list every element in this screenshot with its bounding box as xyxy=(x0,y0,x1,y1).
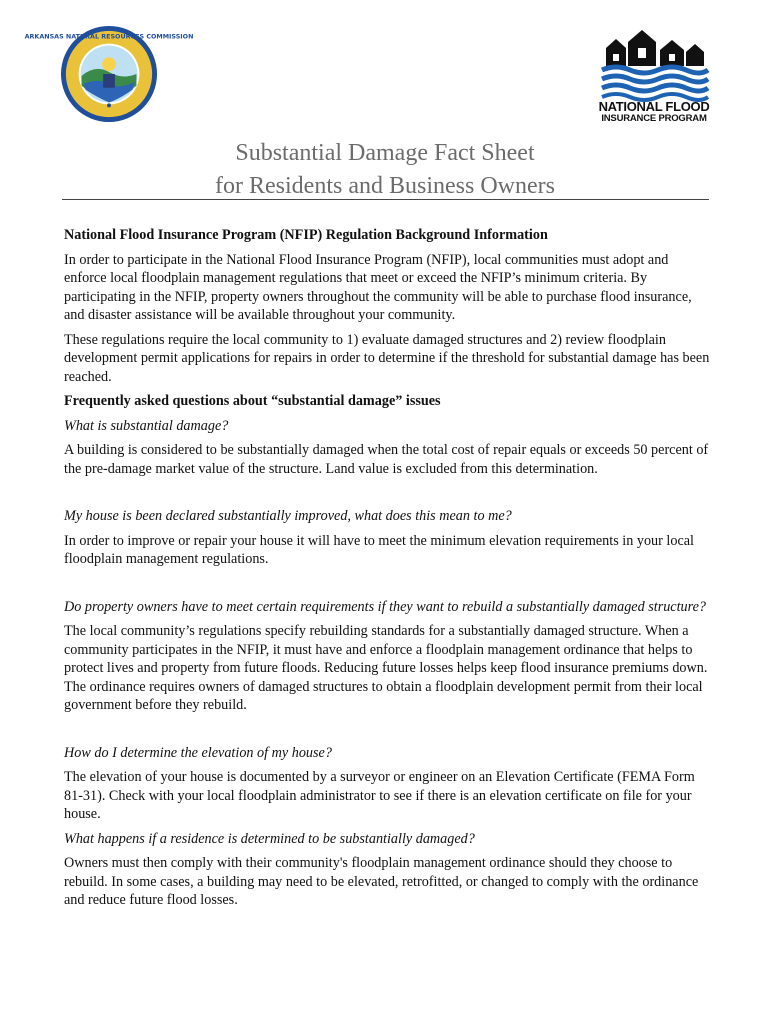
section-heading: National Flood Insurance Program (NFIP) Regulation Background Information xyxy=(64,227,548,243)
nfip-logo-line2: INSURANCE PROGRAM xyxy=(601,113,707,124)
faq-question: What is substantial damage? xyxy=(64,417,229,434)
faq-question: What happens if a residence is determined to be substantially damaged? xyxy=(64,830,475,847)
fact-sheet-body xyxy=(64,226,712,910)
paragraph: In order to participate in the National Flood Insurance Program (NFIP), local communities must adopt and enforce local floodplain management regulations that meet or exceed the NFIP’s minimum criteria. By participating in the NFIP, property owners throughout the community will be able to purchase flood insurance, and disaster assistance will be available throughout your community. xyxy=(64,251,692,323)
faq-answer: A building is considered to be substantially damaged when the total cost of repair equals or exceeds 50 percent of the pre-damage market value of the structure. Land value is excluded from this determination. xyxy=(64,442,709,477)
faq-question: Do property owners have to meet certain requirements if they want to rebuild a substantially damaged structure? xyxy=(64,598,707,615)
faq-question: My house is been declared substantially improved, what does this mean to me? xyxy=(64,508,512,524)
faq-answer: In order to improve or repair your house it will have to meet the minimum elevation requirements in your local floodplain management regulations. xyxy=(64,532,694,567)
seal-ring-text: ARKANSAS NATURAL RESOURCES COMMISSION xyxy=(24,32,194,41)
faq-answer: The elevation of your house is documented by a surveyor or engineer on an Elevation Certificate (FEMA Form 81-31). Check with your local floodplain administrator to see if there is an elevation certificate on file for your house. xyxy=(64,769,695,822)
faq-answer: Owners must then comply with their community's floodplain management ordinance should they choose to rebuild. In some cases, a building may need to be elevated, retrofitted, or changed to comply with the ordinance and reduce future flood losses. xyxy=(64,855,699,908)
paragraph: These regulations require the local community to 1) evaluate damaged structures and 2) review floodplain development permit applications for repairs in order to determine if the threshold for substantial damage has been reached. xyxy=(64,331,710,385)
title-divider xyxy=(62,199,709,200)
arkansas-natural-resources-commission-seal xyxy=(24,25,194,123)
page-title-line2: for Residents and Business Owners xyxy=(215,173,555,199)
faq-answer: The local community’s regulations specify rebuilding standards for a substantially damaged structure. When a community participates in the NFIP, it must have and enforce a floodplain management ordinance that helps to protect lives and property from future floods. Reducing future losses helps keep flood insurance premiums down. The ordinance requires owners of damaged structures to obtain a floodplain development permit from their local government before they rebuild. xyxy=(64,623,708,713)
nfip-logo-line1: NATIONAL FLOOD xyxy=(598,99,710,114)
page-title-line1: Substantial Damage Fact Sheet xyxy=(235,140,535,166)
faq-question: How do I determine the elevation of my house? xyxy=(64,744,332,761)
faq-heading: Frequently asked questions about “substantial damage” issues xyxy=(64,393,441,409)
